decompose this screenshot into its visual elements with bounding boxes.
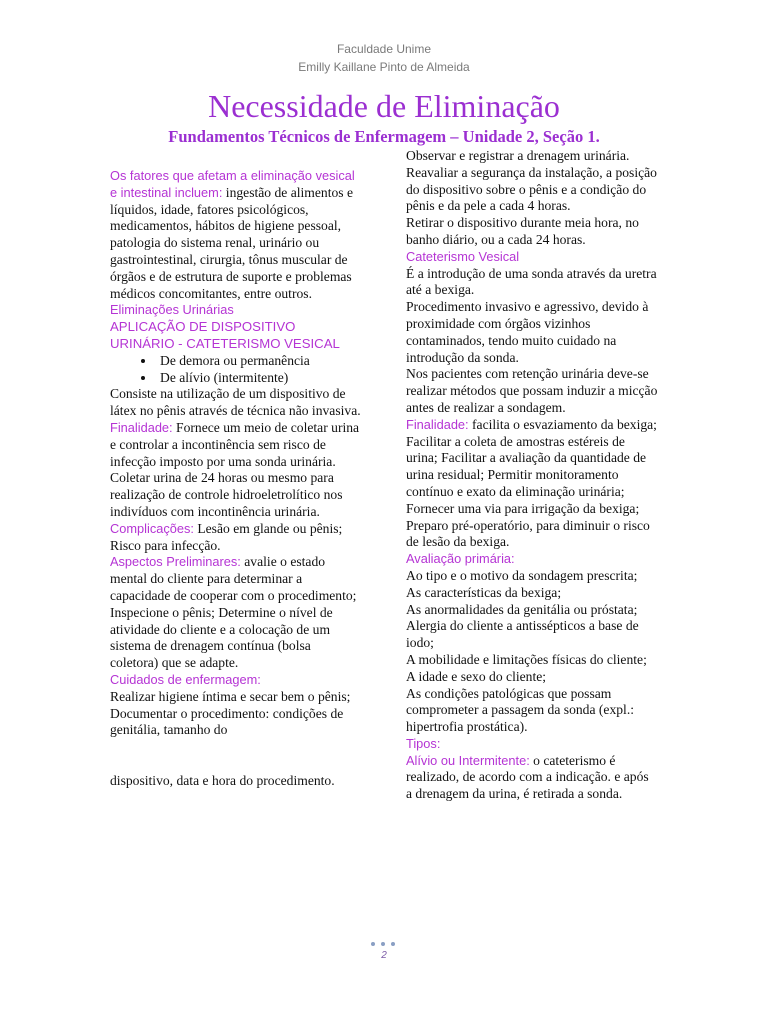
eliminations-heading: Eliminações Urinárias	[110, 302, 234, 318]
observe-paragraph: Observar e registrar a drenagem urinária.	[406, 148, 630, 163]
catheterism-definition: É a introdução de uma sonda através da uretra até a bexiga.	[406, 265, 657, 298]
list-item: Alergia do cliente a antissépticos a base de iodo;	[406, 618, 639, 651]
relief-text: o cateterismo é realizado, de acordo com a indicação. e após a drenagem da urina, é retirada a sonda.	[406, 752, 649, 802]
purpose-label: Finalidade:	[406, 416, 469, 432]
list-item: As condições patológicas que possam comprometer a passagem da sonda (expl.: hipertrofia prostática).	[406, 685, 634, 735]
institution-name: Faculdade Unime	[336, 42, 432, 56]
complications-label: Complicações:	[110, 520, 194, 536]
page-ornament-icon	[371, 942, 401, 948]
list-item: Ao tipo e o motivo da sondagem prescrita;	[406, 567, 638, 583]
ornament-dot	[371, 942, 375, 946]
purpose-paragraph	[110, 420, 362, 470]
relief-paragraph	[406, 753, 658, 803]
list-item: • De alívio (intermitente)	[156, 370, 362, 387]
prelim-text: avalie o estado mental do cliente para determinar a capacidade de cooperar com o procedimento; Inspecione o pênis; Determine o nível de atividade do cliente e a colocação de um sistema de drenagem contínua (bolsa coletora) que se adapte.	[110, 554, 357, 671]
right-column	[406, 148, 658, 803]
remove-paragraph: Retirar o dispositivo durante meia hora, no banho diário, ou a cada 24 horas.	[406, 215, 639, 247]
intro-text: ingestão de alimentos e líquidos, idade, fatores psicológicos, medicamentos, hábitos de higiene pessoal, patologia do sistema renal, urinário ou gastrointestinal, cirurgia, tônus muscular de órgãos e de estrutura de suporte e problemas médicos concomitantes, entre outros.	[110, 184, 354, 301]
list-item: A mobilidade e limitações físicas do cliente;	[406, 651, 647, 667]
reassess-paragraph: Reavaliar a segurança da instalação, a posição do dispositivo sobre o pênis e a condição do pênis e da pele a cada 4 horas.	[406, 164, 657, 214]
relief-label: Alívio ou Intermitente:	[406, 752, 530, 768]
care-continuation: dispositivo, data e hora do procedimento.	[110, 773, 335, 789]
prelim-label: Aspectos Preliminares:	[110, 554, 241, 570]
care-heading: Cuidados de enfermagem:	[110, 671, 261, 687]
page-title: Necessidade de Eliminação	[208, 88, 560, 124]
complications-paragraph	[110, 521, 362, 555]
intro-paragraph	[110, 168, 362, 302]
list-item: As características da bexiga;	[406, 584, 562, 600]
purpose-text: facilita o esvaziamento da bexiga; Facilitar a coleta de amostras estéreis de urina; Facilitar a avaliação da quantidade de urina residual; Permitir monitoramento contínuo e exato da eliminação urinária; Fornecer uma via para irrigação da bexiga; Preparo pré-operatório, para diminuir o risco de lesão da bexiga.	[406, 416, 657, 550]
purpose-text: Fornece um meio de coletar urina e controlar a incontinência sem risco de infecção imposto por uma sonda urinária.	[110, 419, 360, 469]
device-type-list	[110, 353, 362, 387]
ornament-dot	[381, 942, 385, 946]
types-heading: Tipos:	[406, 735, 441, 751]
list-item: A idade e sexo do cliente;	[406, 668, 547, 684]
ornament-dot	[391, 942, 395, 946]
list-item: As anormalidades da genitália ou próstata;	[406, 601, 638, 617]
list-item: • De demora ou permanência	[156, 353, 362, 370]
prelim-paragraph	[110, 554, 362, 672]
spacer	[110, 739, 362, 773]
author-name: Emilly Kaillane Pinto de Almeida	[298, 60, 470, 74]
retention-paragraph: Nos pacientes com retenção urinária deve-se realizar métodos que possam induzir a micção antes de realizar a sondagem.	[406, 366, 658, 415]
catheterism-heading: Cateterismo Vesical	[406, 248, 520, 264]
consist-paragraph: Consiste na utilização de um dispositivo de látex no pênis através de técnica não invasiva.	[110, 386, 361, 419]
care-paragraph: Realizar higiene íntima e secar bem o pênis; Documentar o procedimento: condições de genitália, tamanho do	[110, 688, 351, 738]
invasive-paragraph: Procedimento invasivo e agressivo, devido à proximidade com órgãos vizinhos contaminados, tendo muito cuidado na introdução da sonda.	[406, 299, 649, 365]
evaluation-heading: Avaliação primária:	[406, 551, 515, 567]
device-heading: APLICAÇÃO DE DISPOSITIVO URINÁRIO - CATETERISMO VESICAL	[110, 319, 340, 351]
intro-label: Os fatores que afetam a eliminação vesical e intestinal incluem:	[110, 168, 355, 200]
purpose-label: Finalidade:	[110, 419, 173, 435]
complications-text: Lesão em glande ou pênis; Risco para infecção.	[110, 520, 343, 553]
purpose-paragraph	[406, 417, 658, 551]
left-column	[110, 168, 362, 790]
collect-paragraph: Coletar urina de 24 horas ou mesmo para realização de controle hidroeletrolítico nos indivíduos com incontinência urinária.	[110, 470, 343, 519]
page-number: 2	[381, 950, 387, 961]
page-subtitle: Fundamentos Técnicos de Enfermagem – Unidade 2, Seção 1.	[168, 127, 600, 146]
